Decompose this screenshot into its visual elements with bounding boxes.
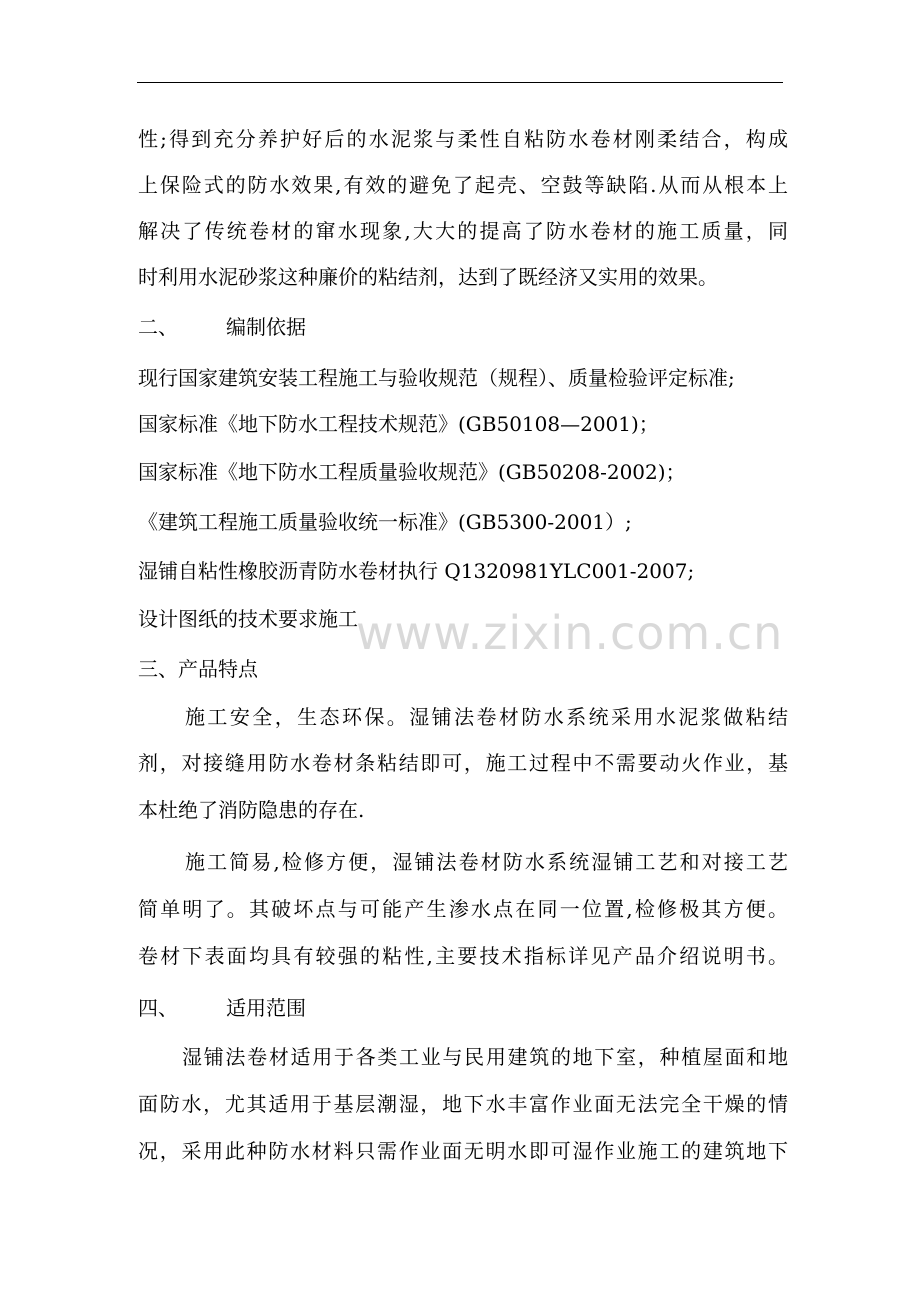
reference-item: 湿铺自粘性橡胶沥青防水卷材执行 Q1320981YLC001-2007; — [138, 559, 695, 583]
section-number: 四、 — [138, 996, 178, 1020]
text-line: 本杜绝了消防隐患的存在. — [138, 798, 365, 822]
reference-item: 现行国家建筑安装工程施工与验收规范（规程）、质量检验评定标准; — [138, 366, 735, 390]
text-line: 剂，对接缝用防水卷材条粘结即可，施工过程中不需要动火作业，基 — [138, 751, 788, 775]
text-line: 简单明了。其破坏点与可能产生渗水点在同一位置,检修极其方便。 — [138, 897, 788, 921]
text-line: 时利用水泥砂浆这种廉价的粘结剂，达到了既经济又实用的效果。 — [138, 265, 718, 289]
text-line: 解决了传统卷材的窜水现象,大大的提高了防水卷材的施工质量，同 — [138, 219, 788, 243]
reference-item: 国家标准《地下防水工程质量验收规范》(GB50208-2002)； — [138, 460, 686, 484]
reference-item: 国家标准《地下防水工程技术规范》(GB50108—2001)； — [138, 412, 659, 436]
section-heading-3: 三、产品特点 — [138, 657, 258, 681]
section-heading-2 — [138, 313, 788, 341]
reference-item: 《建筑工程施工质量验收统一标准》(GB5300-2001）; — [138, 510, 632, 534]
text-line: 湿铺法卷材适用于各类工业与民用建筑的地下室，种植屋面和地 — [182, 1045, 788, 1069]
header-rule — [137, 82, 783, 83]
text-line: 施工安全，生态环保。湿铺法卷材防水系统采用水泥浆做粘结 — [185, 705, 788, 729]
section-title: 编制依据 — [226, 315, 306, 339]
section-number: 二、 — [138, 315, 178, 339]
watermark: www.zixin.com.cn — [356, 606, 784, 660]
section-heading-4 — [138, 994, 788, 1022]
text-line: 性;得到充分养护好后的水泥浆与柔性自粘防水卷材刚柔结合，构成 — [138, 127, 788, 151]
text-line: 面防水，尤其适用于基层潮湿，地下水丰富作业面无法完全干燥的情 — [138, 1092, 788, 1116]
text-line: 施工简易,检修方便，湿铺法卷材防水系统湿铺工艺和对接工艺 — [185, 850, 788, 874]
text-line: 卷材下表面均具有较强的粘性,主要技术指标详见产品介绍说明书。 — [138, 944, 788, 968]
reference-item: 设计图纸的技术要求施工 — [138, 607, 358, 631]
text-line: 上保险式的防水效果,有效的避免了起壳、空鼓等缺陷.从而从根本上 — [138, 173, 788, 197]
section-title: 适用范围 — [226, 996, 306, 1020]
text-line: 况，采用此种防水材料只需作业面无明水即可湿作业施工的建筑地下 — [138, 1139, 788, 1163]
